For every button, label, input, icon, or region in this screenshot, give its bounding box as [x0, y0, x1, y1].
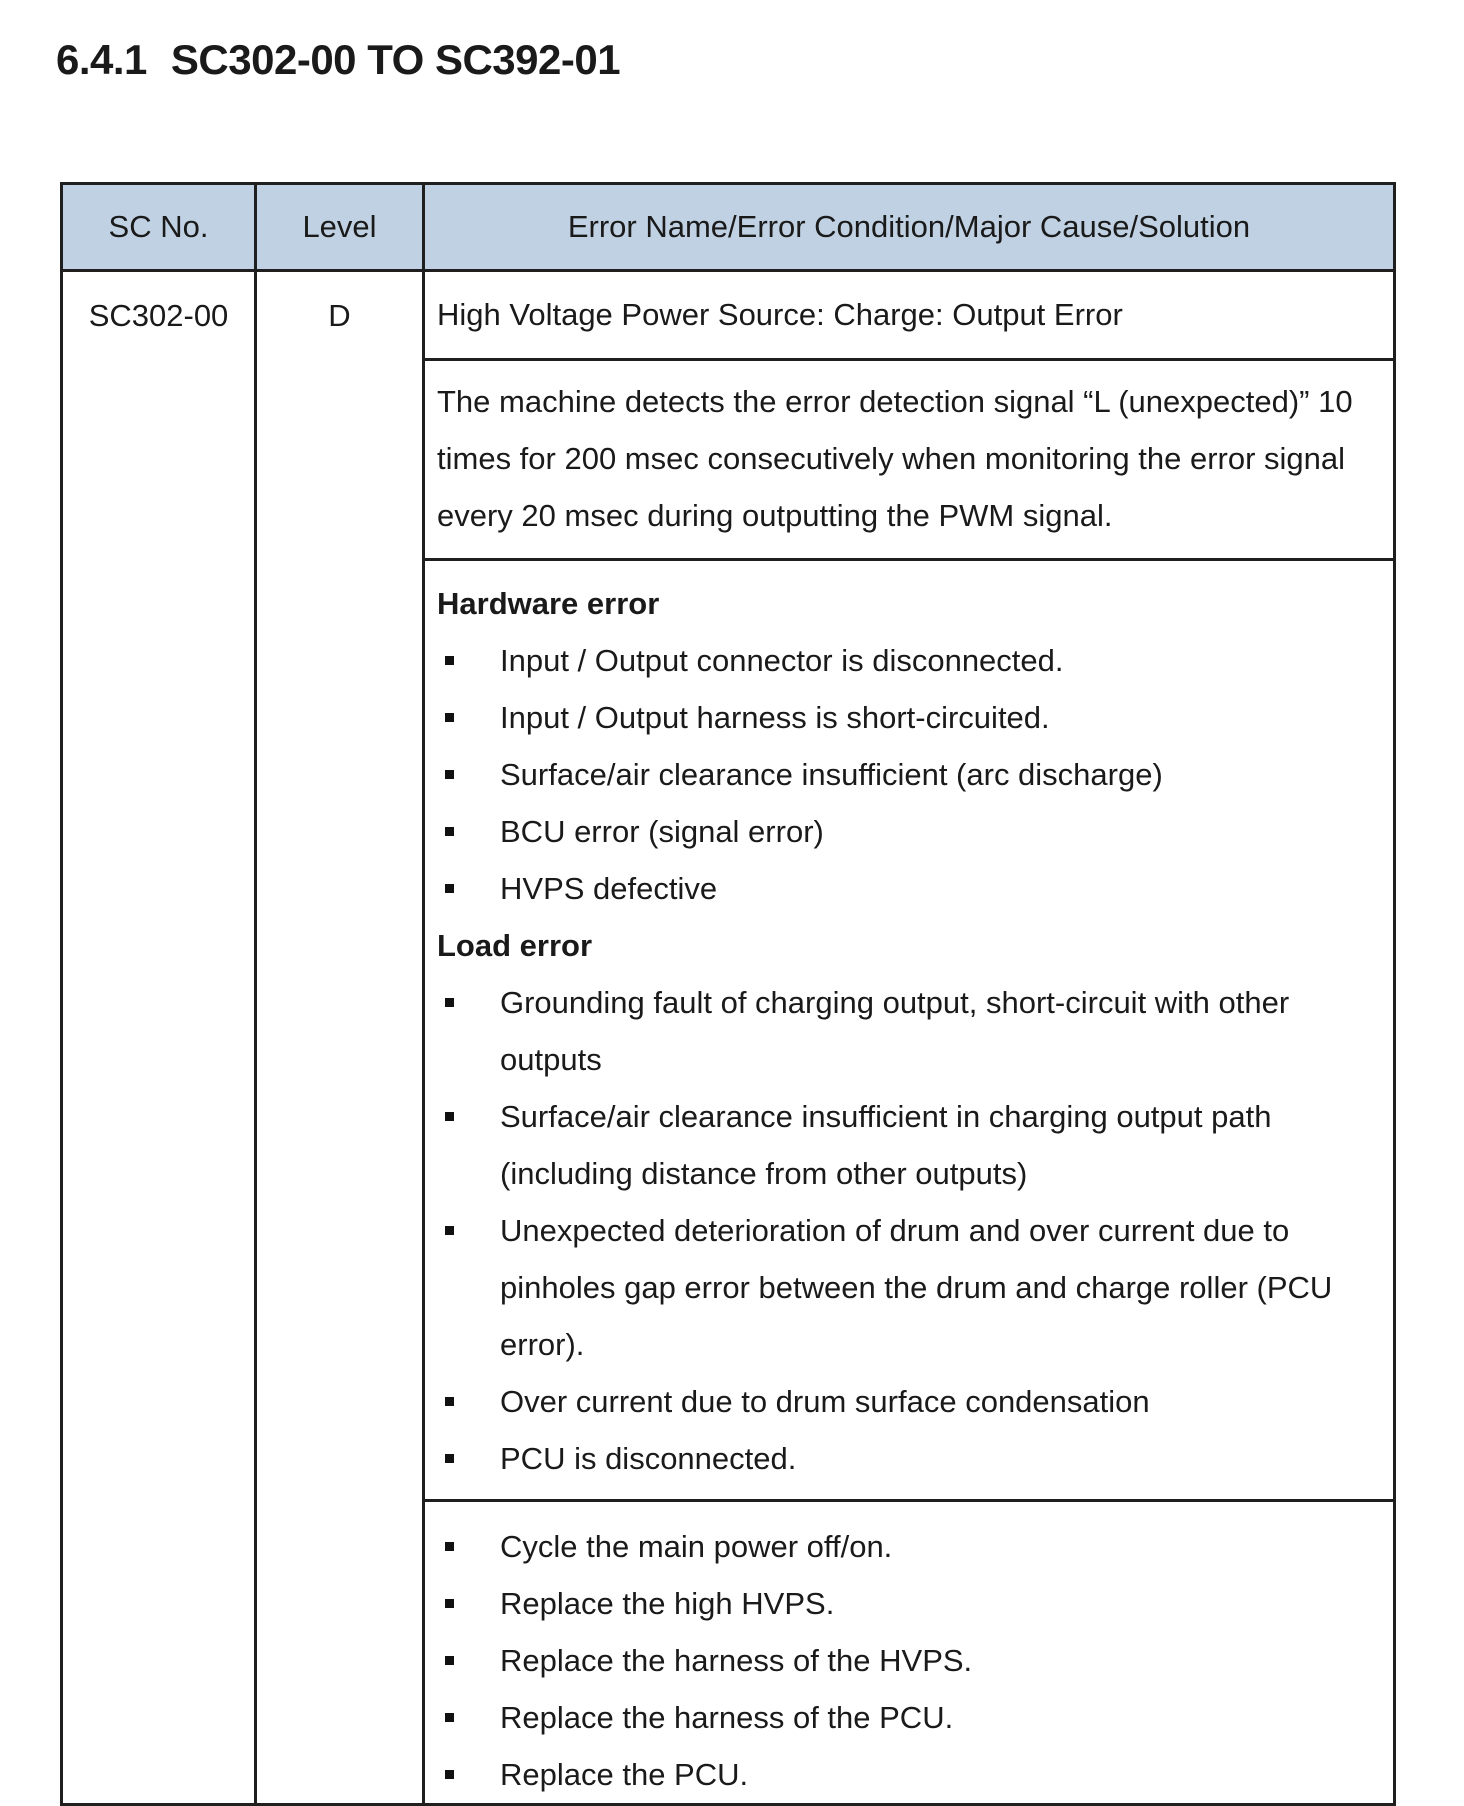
header-level: Level	[256, 184, 424, 271]
list-item: Over current due to drum surface condensation	[437, 1373, 1381, 1430]
list-item: Replace the harness of the HVPS.	[437, 1632, 1381, 1689]
error-condition-cell: The machine detects the error detection signal “L (unexpected)” 10 times for 200 msec consecutively when monitoring the error signal every 20 msec during outputting the PWM signal.	[424, 360, 1395, 560]
list-item: Replace the high HVPS.	[437, 1575, 1381, 1632]
header-sc-no: SC No.	[62, 184, 256, 271]
list-item: Replace the harness of the PCU.	[437, 1689, 1381, 1746]
list-item: Surface/air clearance insufficient in charging output path (including distance from other outputs)	[437, 1088, 1381, 1202]
list-item: Surface/air clearance insufficient (arc discharge)	[437, 746, 1381, 803]
error-name-cell: High Voltage Power Source: Charge: Output Error	[424, 271, 1395, 360]
list-item: PCU is disconnected.	[437, 1430, 1381, 1487]
list-item: Input / Output connector is disconnected.	[437, 632, 1381, 689]
list-item: Replace the PCU.	[437, 1746, 1381, 1803]
list-item: Grounding fault of charging output, short-circuit with other outputs	[437, 974, 1381, 1088]
header-description: Error Name/Error Condition/Major Cause/Solution	[424, 184, 1395, 271]
section-number: 6.4.1	[56, 36, 147, 83]
table-row	[62, 271, 1395, 360]
load-error-heading: Load error	[437, 928, 593, 963]
list-item: HVPS defective	[437, 860, 1381, 917]
list-item: Cycle the main power off/on.	[437, 1518, 1381, 1575]
table-header-row	[62, 184, 1395, 271]
major-cause-cell	[424, 560, 1395, 1501]
hardware-error-heading: Hardware error	[437, 586, 660, 621]
section-heading	[56, 36, 620, 84]
solution-list	[437, 1518, 1381, 1803]
sc-number-cell: SC302-00	[62, 271, 256, 1805]
sc-table	[60, 182, 1396, 1806]
hardware-error-list	[437, 632, 1381, 917]
list-item: BCU error (signal error)	[437, 803, 1381, 860]
section-title: SC302-00 TO SC392-01	[170, 36, 621, 83]
level-cell: D	[256, 271, 424, 1805]
list-item: Input / Output harness is short-circuited.	[437, 689, 1381, 746]
load-error-list	[437, 974, 1381, 1487]
solution-cell	[424, 1501, 1395, 1805]
list-item: Unexpected deterioration of drum and over current due to pinholes gap error between the drum and charge roller (PCU error).	[437, 1202, 1381, 1373]
